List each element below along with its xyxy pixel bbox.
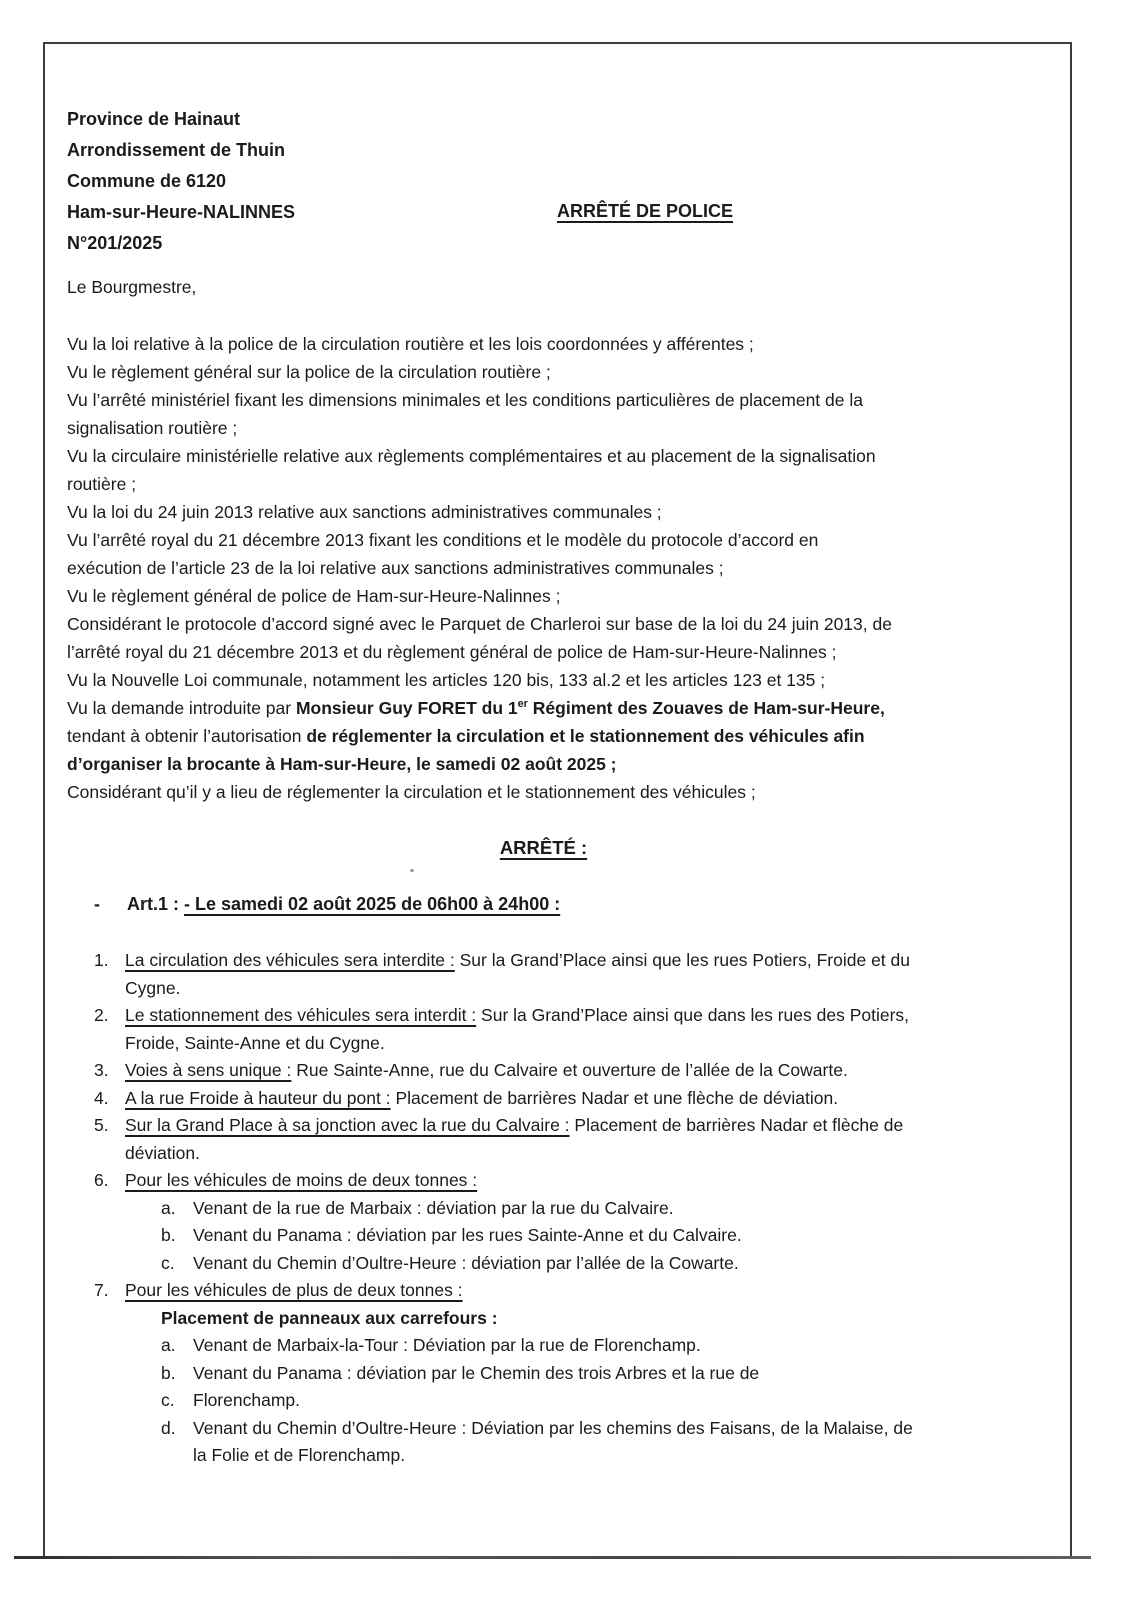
preamble-line: Vu la circulaire ministérielle relative aux règlements complémentaires et au placement de la signalisation (67, 446, 876, 466)
article-1-title: - Le samedi 02 août 2025 de 06h00 à 24h00 : (184, 894, 561, 914)
preamble-line: signalisation routière ; (67, 418, 238, 438)
preamble-line: routière ; (67, 474, 137, 494)
measures-list (67, 947, 1067, 1470)
sub-item: c. Florenchamp. (161, 1390, 300, 1410)
preamble-line: exécution de l’article 23 de la loi relative aux sanctions administratives communales ; (67, 558, 724, 578)
sub-item-continuation: la Folie et de Florenchamp. (193, 1445, 406, 1465)
preamble-line: Vu la Nouvelle Loi communale, notamment les articles 120 bis, 133 al.2 et les articles 123 et 135 ; (67, 670, 826, 690)
preamble-line: Vu le règlement général de police de Ham-sur-Heure-Nalinnes ; (67, 586, 561, 606)
sub-item: b. Venant du Panama : déviation par le Chemin des trois Arbres et la rue de (161, 1362, 760, 1383)
preamble-line: Vu l’arrêté royal du 21 décembre 2013 fixant les conditions et le modèle du protocole d’accord en (67, 530, 819, 550)
article-1-label: Art.1 : (127, 894, 185, 914)
letterhead-province: Province de Hainaut (67, 109, 241, 129)
salutation: Le Bourgmestre, (67, 277, 197, 297)
panels-placement-heading: Placement de panneaux aux carrefours : (161, 1307, 498, 1328)
list-item: 2. Le stationnement des véhicules sera interdit : Sur la Grand’Place ainsi que dans les rues des Potiers, (94, 1005, 910, 1025)
preamble-line: Considérant le protocole d’accord signé avec le Parquet de Charleroi sur base de la loi du 24 juin 2013, de (67, 614, 892, 634)
preamble-line: l’arrêté royal du 21 décembre 2013 et du règlement général de police de Ham-sur-Heure-Nalinnes ; (67, 642, 837, 662)
letterhead (67, 104, 295, 259)
preamble-line: Vu l’arrêté ministériel fixant les dimensions minimales et les conditions particulières de placement de la (67, 390, 863, 410)
superscript-er: er (517, 698, 528, 711)
sub-item: a. Venant de Marbaix-la-Tour : Déviation par la rue de Florenchamp. (161, 1335, 701, 1355)
list-item-continuation: déviation. (125, 1142, 200, 1163)
preamble-line: Vu le règlement général sur la police de la circulation routière ; (67, 362, 551, 382)
sub-item: a. Venant de la rue de Marbaix : déviation par la rue du Calvaire. (161, 1197, 674, 1218)
request-line: tendant à obtenir l’autorisation de réglementer la circulation et le stationnement des véhicules afin (67, 726, 865, 746)
preamble-line: Considérant qu’il y a lieu de réglementer la circulation et le stationnement des véhicules ; (67, 782, 756, 802)
preamble-line: Vu la loi du 24 juin 2013 relative aux sanctions administratives communales ; (67, 502, 662, 522)
sub-item: c. Venant du Chemin d’Oultre-Heure : déviation par l’allée de la Cowarte. (161, 1252, 739, 1273)
list-item: 7. Pour les véhicules de plus de deux tonnes : (94, 1280, 463, 1300)
preamble (67, 330, 1067, 806)
sub-item: d. Venant du Chemin d’Oultre-Heure : Déviation par les chemins des Faisans, de la Malaise, de (161, 1417, 913, 1438)
letterhead-arrondissement: Arrondissement de Thuin (67, 140, 286, 160)
decree-heading: ARRÊTÉ : (499, 837, 588, 858)
letterhead-decree-number: N°201/2025 (67, 233, 163, 253)
list-item-continuation: Froide, Sainte-Anne et du Cygne. (125, 1032, 385, 1053)
list-item-continuation: Cygne. (125, 977, 181, 998)
letterhead-locality: Ham-sur-Heure-NALINNES (67, 202, 296, 222)
scan-artifact-speck (410, 869, 414, 872)
letterhead-commune: Commune de 6120 (67, 171, 227, 191)
request-line: Vu la demande introduite par Monsieur Guy FORET du 1er Régiment des Zouaves de Ham-sur-Heure, (67, 698, 885, 718)
document-title: ARRÊTÉ DE POLICE (557, 201, 734, 221)
preamble-line: Vu la loi relative à la police de la circulation routière et les lois coordonnées y afférentes ; (67, 334, 754, 354)
list-item: 4. A la rue Froide à hauteur du pont : Placement de barrières Nadar et une flèche de déviation. (94, 1087, 839, 1108)
page-border-bottom (14, 1556, 1091, 1559)
sub-item: b. Venant du Panama : déviation par les rues Sainte-Anne et du Calvaire. (161, 1225, 742, 1245)
request-line: d’organiser la brocante à Ham-sur-Heure, le samedi 02 août 2025 ; (67, 754, 617, 774)
list-item: 6. Pour les véhicules de moins de deux tonnes : (94, 1170, 478, 1190)
list-item: 3. Voies à sens unique : Rue Sainte-Anne, rue du Calvaire et ouverture de l’allée de la Cowarte. (94, 1060, 848, 1080)
article-1-heading (67, 890, 560, 918)
dash-bullet: - (94, 894, 100, 914)
list-item: 1. La circulation des véhicules sera interdite : Sur la Grand’Place ainsi que les rues Potiers, Froide et du (94, 950, 910, 970)
list-item: 5. Sur la Grand Place à sa jonction avec la rue du Calvaire : Placement de barrières Nadar et flèche de (94, 1115, 904, 1135)
